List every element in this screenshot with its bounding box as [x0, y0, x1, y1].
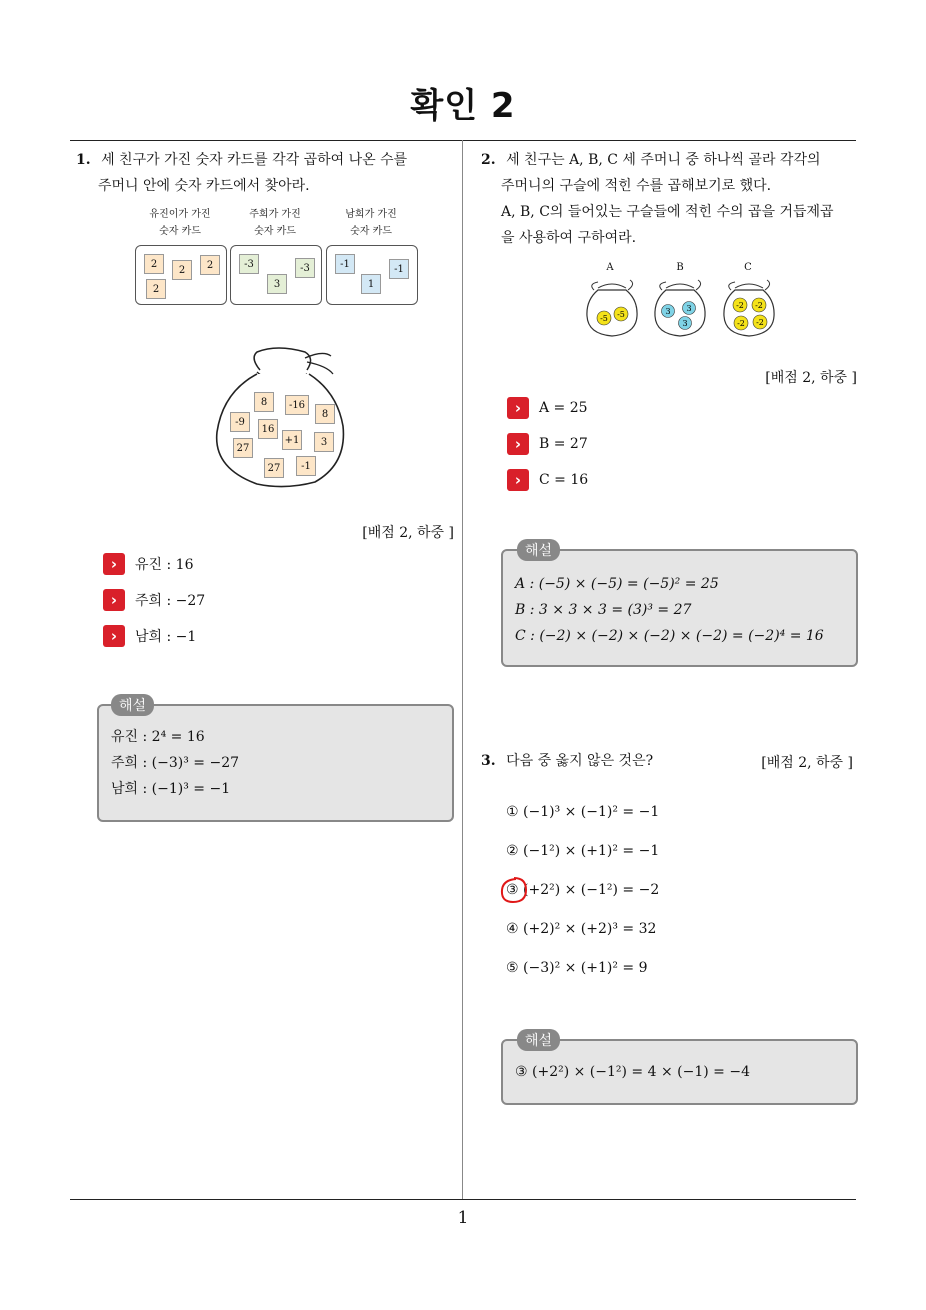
- question-1-answer-3: › 남희 : −1: [103, 624, 196, 648]
- marble-bag-c: [721, 278, 777, 340]
- question-2-score: [배점 2, 하중 ]: [765, 370, 857, 386]
- explanation-line: B : 3 × 3 × 3 = (3)³ = 27: [515, 602, 692, 618]
- group-label-yujin: 유진이가 가진 숫자 카드: [149, 209, 211, 237]
- marble-bag-a: [584, 278, 640, 340]
- number-card: 2: [146, 279, 166, 299]
- question-3: [481, 748, 653, 774]
- bottom-rule: [70, 1199, 856, 1200]
- number-card: -1: [389, 259, 409, 279]
- question-1-explanation: [97, 698, 454, 822]
- choice-5[interactable]: ⑤ (−3)² × (+1)² = 9: [506, 960, 648, 976]
- bag-card: -9: [230, 412, 250, 432]
- marble: -5: [617, 310, 625, 319]
- choice-2[interactable]: ② (−1²) × (+1)² = −1: [506, 843, 660, 859]
- bag-label-b: B: [676, 262, 684, 273]
- number-card: 2: [172, 260, 192, 280]
- bag-card: -1: [296, 456, 316, 476]
- card-box-yujin: [135, 245, 227, 305]
- question-1-text-line1: 세 친구가 가진 숫자 카드를 각각 곱하여 나온 수를: [101, 152, 408, 168]
- marble: 3: [665, 307, 671, 316]
- page-title: 확인 2: [410, 86, 516, 126]
- page-number: 1: [457, 1208, 469, 1228]
- question-3-score: [배점 2, 하중 ]: [761, 755, 853, 771]
- bag-card: 8: [315, 404, 335, 424]
- explanation-line: 남희 : (−1)³ = −1: [111, 781, 231, 797]
- question-3-explanation: [501, 1033, 858, 1105]
- choice-3[interactable]: ③ (+2²) × (−1²) = −2: [506, 882, 660, 898]
- question-2-answer-1: › A = 25: [507, 396, 588, 420]
- question-2: [481, 147, 861, 251]
- question-2-text-line2: 주머니의 구슬에 적힌 수를 곱해보기로 했다.: [501, 178, 772, 194]
- bag-card: 8: [254, 392, 274, 412]
- arrow-icon: ›: [103, 589, 125, 611]
- explanation-line: 유진 : 2⁴ = 16: [111, 729, 205, 745]
- number-card: -3: [295, 258, 315, 278]
- question-1-number: 1.: [76, 152, 91, 168]
- question-2-text-line4: 을 사용하여 구하여라.: [501, 230, 637, 246]
- marble: -2: [755, 301, 763, 310]
- card-box-juhui: [230, 245, 322, 305]
- number-card: 2: [144, 254, 164, 274]
- column-divider: [462, 140, 463, 1200]
- question-1-answer-1: › 유진 : 16: [103, 552, 193, 576]
- marble: -2: [736, 301, 744, 310]
- number-card: 3: [267, 274, 287, 294]
- question-2-text-line3: A, B, C의 들어있는 구슬들에 적힌 수의 곱을 거듭제곱: [501, 204, 834, 220]
- question-2-answer-3: › C = 16: [507, 468, 588, 492]
- question-1-answer-2: › 주희 : −27: [103, 588, 205, 612]
- arrow-icon: ›: [507, 469, 529, 491]
- bag-label-a: A: [606, 262, 614, 273]
- number-card: -3: [239, 254, 259, 274]
- question-2-number: 2.: [481, 152, 496, 168]
- number-card: -1: [335, 254, 355, 274]
- marble: 3: [686, 304, 692, 313]
- bag-card: -16: [285, 395, 309, 415]
- choice-4[interactable]: ④ (+2)² × (+2)³ = 32: [506, 921, 657, 937]
- question-3-number: 3.: [481, 753, 496, 769]
- question-2-explanation: [501, 543, 858, 667]
- explanation-line: C : (−2) × (−2) × (−2) × (−2) = (−2)⁴ = 16: [515, 628, 824, 644]
- marble: -5: [600, 314, 608, 323]
- explanation-line: 주희 : (−3)³ = −27: [111, 755, 240, 771]
- card-box-namhui: [326, 245, 418, 305]
- explanation-line: A : (−5) × (−5) = (−5)² = 25: [515, 576, 719, 592]
- group-label-namhui: 남희가 가진 숫자 카드: [345, 209, 397, 237]
- explanation-line: ③ (+2²) × (−1²) = 4 × (−1) = −4: [515, 1064, 750, 1080]
- arrow-icon: ›: [507, 433, 529, 455]
- arrow-icon: ›: [103, 625, 125, 647]
- answer-circle-mark: [498, 875, 530, 905]
- explanation-label: 해설: [111, 694, 154, 716]
- question-3-text: 다음 중 옳지 않은 것은?: [506, 753, 654, 769]
- explanation-label: 해설: [517, 1029, 560, 1051]
- number-card: 1: [361, 274, 381, 294]
- question-1-text-line2: 주머니 안에 숫자 카드에서 찾아라.: [98, 178, 310, 194]
- marble: -2: [737, 319, 745, 328]
- bag-card: 3: [314, 432, 334, 452]
- bag-card: 16: [258, 419, 278, 439]
- arrow-icon: ›: [507, 397, 529, 419]
- top-rule: [70, 140, 856, 141]
- explanation-label: 해설: [517, 539, 560, 561]
- bag-card: 27: [233, 438, 253, 458]
- arrow-icon: ›: [103, 553, 125, 575]
- question-2-answer-2: › B = 27: [507, 432, 588, 456]
- choice-1[interactable]: ① (−1)³ × (−1)² = −1: [506, 804, 660, 820]
- question-2-text-line1: 세 친구는 A, B, C 세 주머니 중 하나씩 골라 각각의: [506, 152, 821, 168]
- marble: 3: [682, 319, 688, 328]
- question-1-score: [배점 2, 하중 ]: [362, 525, 454, 541]
- bag-card: 27: [264, 458, 284, 478]
- bag-label-c: C: [744, 262, 752, 273]
- marble-bag-b: [652, 278, 708, 340]
- question-1: [76, 147, 456, 199]
- bag-card: +1: [282, 430, 302, 450]
- marble: -2: [756, 318, 764, 327]
- number-card: 2: [200, 255, 220, 275]
- group-label-juhui: 주희가 가진 숫자 카드: [249, 209, 301, 237]
